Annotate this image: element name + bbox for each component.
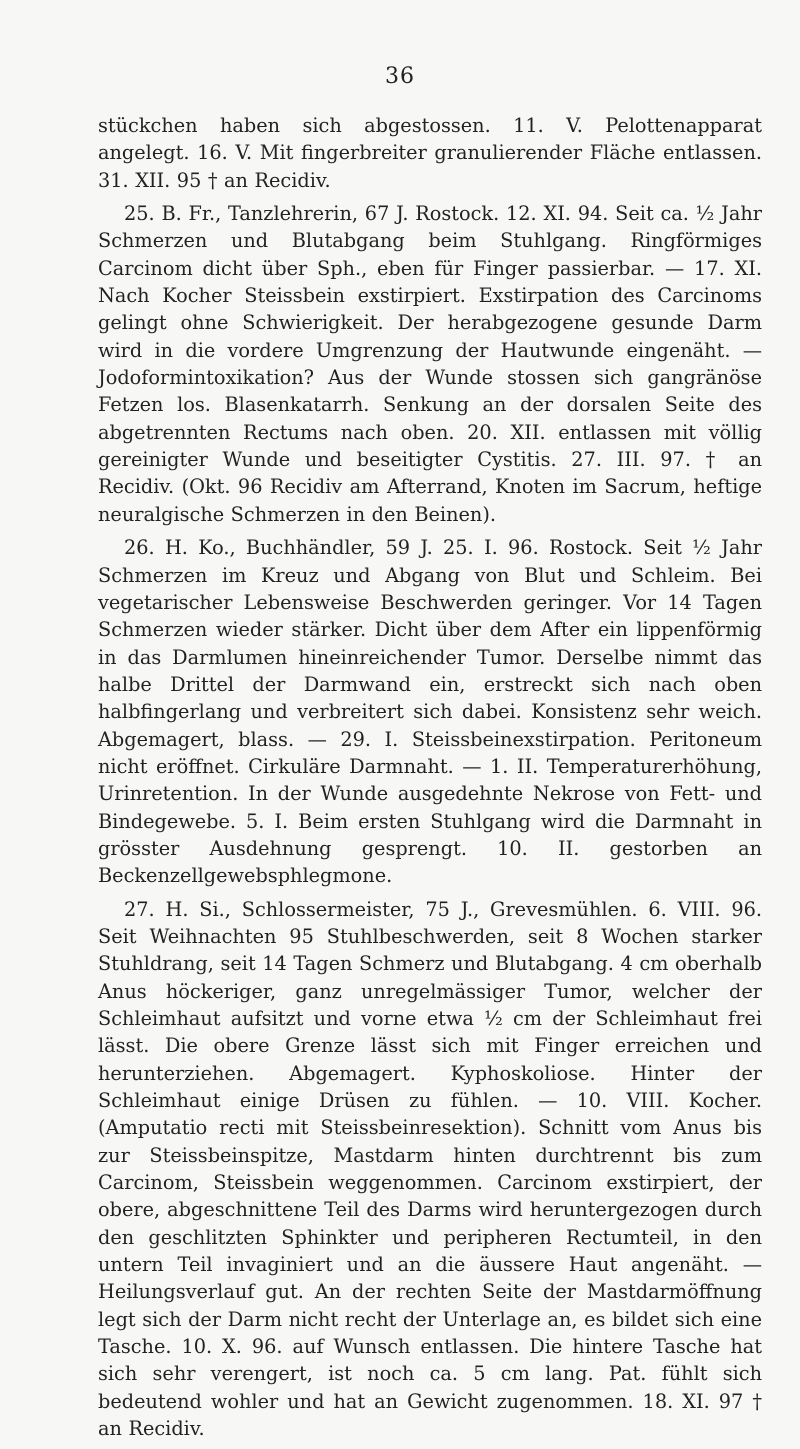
paragraph-case-26: 26. H. Ko., Buchhändler, 59 J. 25. I. 96. Rostock. Seit ½ Jahr Schmerzen im Kreuz und Abgang von Blut und Schleim. Bei vegetarischer Lebensweise Beschwerden geringer. Vor 14 Tagen Schmerzen wieder stärker. Dicht über dem After ein lippenförmig in das Darmlumen hineinreichender Tumor. Derselbe nimmt das halbe Drittel der Darmwand ein, erstreckt sich nach oben halbfingerlang und verbreitert sich dabei. Konsistenz sehr weich. Abgemagert, blass. — 29. I. Steissbeinexstirpation. Peritoneum nicht eröffnet. Cirkuläre Darmnaht. — 1. II. Temperaturerhöhung, Urinretention. In der Wunde ausgedehnte Nekrose von Fett- und Bindegewebe. 5. I. Beim ersten Stuhlgang wird die Darmnaht in grösster Ausdehnung gesprengt. 10. II. gestorben an Beckenzellgewebsphlegmone. [98, 536, 762, 888]
page-number: 36 [385, 64, 415, 89]
paragraph-case-27: 27. H. Si., Schlossermeister, 75 J., Grevesmühlen. 6. VIII. 96. Seit Weihnachten 95 Stuhlbeschwerden, seit 8 Wochen starker Stuhldrang, seit 14 Tagen Schmerz und Blutabgang. 4 cm oberhalb Anus höckeriger, ganz unregelmässiger Tumor, welcher der Schleimhaut aufsitzt und vorne etwa ½ cm der Schleimhaut frei lässt. Die obere Grenze lässt sich mit Finger erreichen und herunterziehen. Abgemagert. Kyphoskoliose. Hinter der Schleimhaut einige Drüsen zu fühlen. — 10. VIII. Kocher. (Amputatio recti mit Steissbeinresektion). Schnitt vom Anus bis zur Steissbeinspitze, Mastdarm hinten durchtrennt bis zum Carcinom, Steissbein weggenommen. Carcinom exstirpiert, der obere, abgeschnittene Teil des Darms wird heruntergezogen durch den geschlitzten Sphinkter und peripheren Rectumteil, in den untern Teil invaginiert und an die äussere Haut angenäht. — Heilungsverlauf gut. An der rechten Seite der Mastdarmöffnung legt sich der Darm nicht recht der Unterlage an, es bildet sich eine Tasche. 10. X. 96. auf Wunsch entlassen. Die hintere Tasche hat sich sehr verengert, ist noch ca. 5 cm lang. Pat. fühlt sich bedeutend wohler und hat an Gewicht zugenommen. 18. XI. 97 † an Recidiv. [98, 897, 762, 1441]
paragraph-continuation: stückchen haben sich abgestossen. 11. V. Pelottenapparat angelegt. 16. V. Mit fingerbreiter granulierender Fläche entlassen. 31. XII. 95 † an Recidiv. [98, 114, 762, 192]
body-text [98, 112, 762, 1449]
paragraph-case-25: 25. B. Fr., Tanzlehrerin, 67 J. Rostock. 12. XI. 94. Seit ca. ½ Jahr Schmerzen und Blutabgang beim Stuhlgang. Ringförmiges Carcinom dicht über Sph., eben für Finger passierbar. — 17. XI. Nach Kocher Steissbein exstirpiert. Exstirpation des Carcinoms gelingt ohne Schwierigkeit. Der herabgezogene gesunde Darm wird in die vordere Umgrenzung der Hautwunde eingenäht. — Jodoformintoxikation? Aus der Wunde stossen sich gangränöse Fetzen los. Blasenkatarrh. Senkung an der dorsalen Seite des abgetrennten Rectums nach oben. 20. XII. entlassen mit völlig gereinigter Wunde und beseitigter Cystitis. 27. III. 97. † an Recidiv. (Okt. 96 Recidiv am Afterrand, Knoten im Sacrum, heftige neuralgische Schmerzen in den Beinen). [98, 202, 762, 526]
